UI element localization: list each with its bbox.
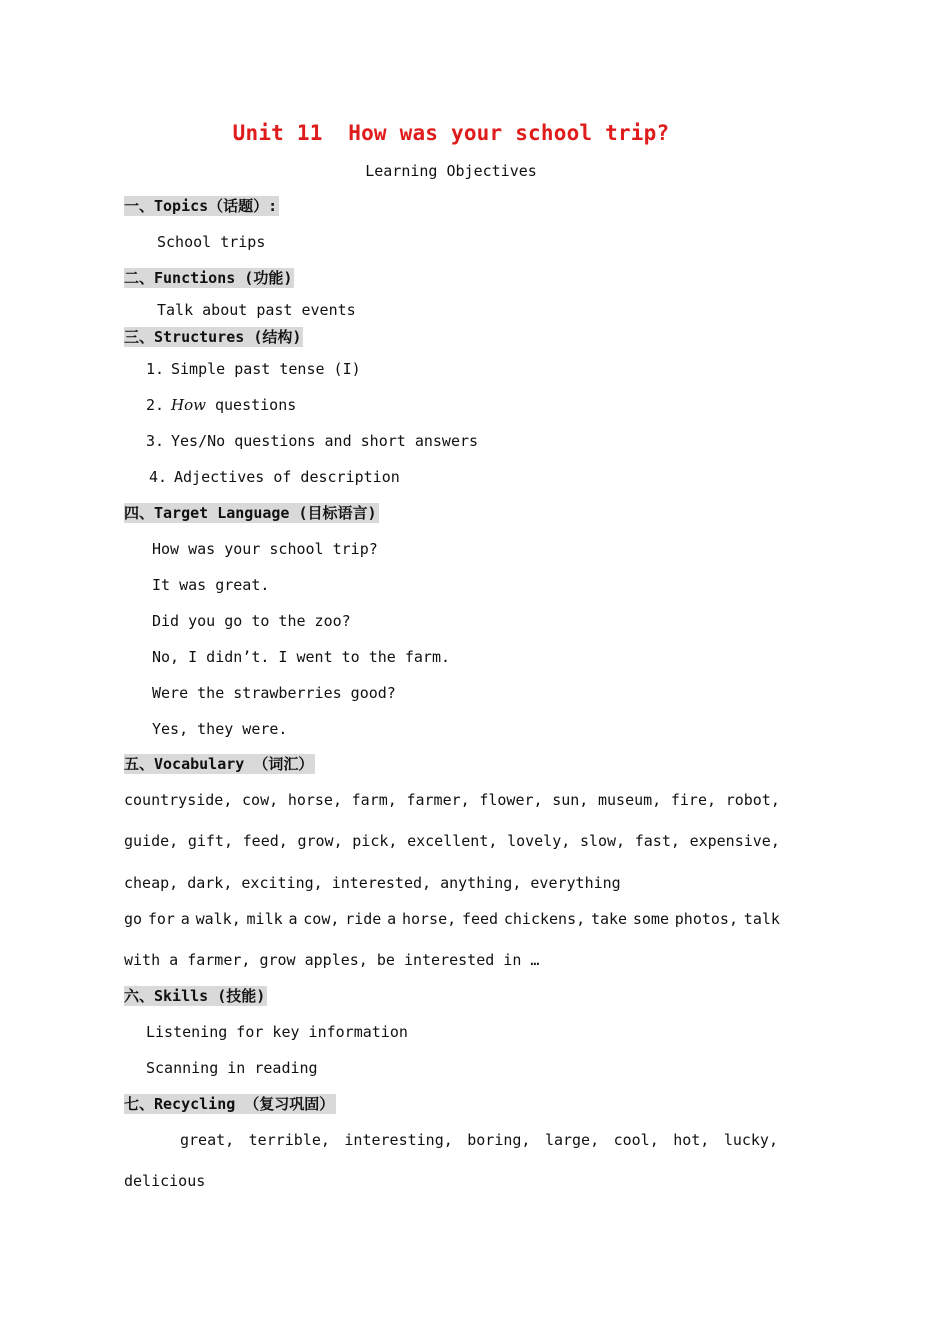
vocab-word: farm, [351, 791, 397, 809]
page-subtitle: Learning Objectives [365, 162, 537, 180]
section-heading-skills: 六、Skills (技能) [124, 987, 266, 1005]
vocab-word: horse, [401, 910, 457, 928]
vocab-word: museum, [598, 791, 662, 809]
skill-item: Listening for key information [146, 1023, 408, 1041]
recycling-word: hot, [673, 1131, 710, 1149]
vocab-word: a [288, 910, 298, 928]
vocab-word: excellent, [407, 832, 498, 850]
vocab-word: for [147, 910, 175, 928]
vocabulary-row-3: cheap, dark, exciting, interested, anything, everything [124, 874, 621, 892]
vocab-word: feed, [242, 832, 288, 850]
vocab-word: go [124, 910, 143, 928]
recycling-row-1 [180, 1130, 778, 1150]
target-sentence: Did you go to the zoo? [152, 612, 351, 630]
structure-text: Adjectives of description [174, 468, 400, 486]
vocab-word: robot, [725, 791, 780, 809]
vocab-word: feed [461, 910, 499, 928]
structure-italic-word: How [171, 396, 206, 414]
recycling-word: boring, [467, 1131, 531, 1149]
recycling-word: interesting, [344, 1131, 453, 1149]
vocab-word: grow, [297, 832, 343, 850]
recycling-word: great, [180, 1131, 235, 1149]
structure-text: Yes/No questions and short answers [171, 432, 479, 450]
structure-text: Simple past tense (I) [171, 360, 361, 378]
vocab-word: lovely, [507, 832, 571, 850]
vocab-word: talk [743, 910, 780, 928]
vocab-word: cow, [242, 791, 279, 809]
page-title: Unit 11 How was your school trip? [232, 121, 670, 145]
target-sentence: How was your school trip? [152, 540, 378, 558]
vocab-word: fast, [634, 832, 680, 850]
vocab-word: guide, [124, 832, 179, 850]
target-sentence: No, I didn’t. I went to the farm. [152, 648, 451, 666]
recycling-row-2: delicious [124, 1172, 206, 1190]
vocab-word: chickens, [503, 910, 586, 928]
vocab-word: a [387, 910, 397, 928]
function-item: Talk about past events [157, 301, 356, 319]
structure-number: 3. [146, 432, 165, 450]
target-sentence: Were the strawberries good? [152, 684, 396, 702]
vocab-word: take [590, 910, 628, 928]
vocab-word: flower, [479, 791, 543, 809]
vocab-word: cow, [303, 910, 340, 928]
recycling-word: cool, [613, 1131, 659, 1149]
section-heading-topics: 一、Topics（话题）: [124, 197, 278, 215]
vocab-word: a [180, 910, 190, 928]
structure-number: 1. [146, 360, 165, 378]
vocabulary-row-1 [124, 790, 780, 810]
section-heading-functions: 二、Functions (功能) [124, 269, 293, 287]
vocab-word: gift, [187, 832, 233, 850]
recycling-word: lucky, [723, 1131, 778, 1149]
vocab-word: countryside, [124, 791, 233, 809]
vocab-word: milk [246, 910, 283, 928]
section-heading-recycling: 七、Recycling （复习巩固） [124, 1095, 335, 1113]
structure-item [149, 467, 400, 487]
vocab-word: horse, [287, 791, 342, 809]
structure-text: questions [205, 396, 297, 414]
target-sentence: Yes, they were. [152, 720, 288, 738]
section-heading-target-language: 四、Target Language (目标语言) [124, 504, 377, 522]
target-sentence: It was great. [152, 576, 270, 594]
vocabulary-phrases-row-1 [124, 909, 780, 929]
structure-item [146, 431, 478, 451]
vocab-word: ride [345, 910, 382, 928]
vocab-word: sun, [552, 791, 589, 809]
topic-item: School trips [157, 233, 266, 251]
vocabulary-row-2 [124, 831, 780, 851]
structure-number: 4. [149, 468, 168, 486]
recycling-word: large, [544, 1131, 600, 1149]
vocab-word: expensive, [689, 832, 780, 850]
section-heading-structures: 三、Structures (结构) [124, 328, 302, 346]
vocab-word: pick, [352, 832, 398, 850]
vocab-word: slow, [579, 832, 626, 850]
vocab-word: some [632, 910, 669, 928]
vocab-word: walk, [195, 910, 241, 928]
section-heading-vocabulary: 五、Vocabulary （词汇） [124, 755, 314, 773]
structure-item [146, 395, 296, 415]
vocab-word: fire, [670, 791, 717, 809]
recycling-word: terrible, [248, 1131, 330, 1149]
vocabulary-phrases-row-2: with a farmer, grow apples, be interested in … [124, 951, 540, 969]
structure-item [146, 359, 361, 379]
skill-item: Scanning in reading [146, 1059, 318, 1077]
vocab-word: farmer, [406, 791, 470, 809]
structure-number: 2. [146, 396, 165, 414]
vocab-word: photos, [674, 910, 738, 928]
